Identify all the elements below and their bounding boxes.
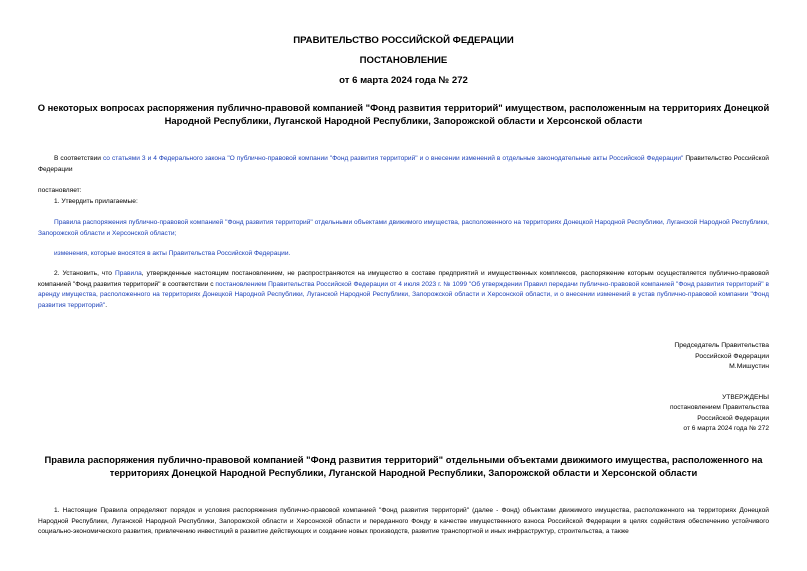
preamble-paragraph — [38, 154, 769, 175]
rules-title: Правила распоряжения публично-правовой компанией "Фонд развития территорий" отдельными объектами движимого имущества, расположенного на территориях Донецкой Народной Республики, Луганской Народной Республики, Запорожской области и Херсонской области — [44, 454, 763, 478]
signature-name: М.Мишустин — [729, 363, 769, 370]
signature-position: Председатель Правительства — [674, 342, 769, 349]
item-2-paragraph — [38, 269, 769, 311]
approval-date-number: от 6 марта 2024 года № 272 — [683, 424, 769, 432]
rules-link[interactable]: Правила — [114, 270, 142, 277]
document-title: О некоторых вопросах распоряжения публично-правовой компанией "Фонд развития территорий" имуществом, расположенным на территориях Донецкой Народной Республики, Луганской Народной Республики, Запорожской области и Херсонской области — [37, 102, 770, 126]
rules-approved-link[interactable]: Правила распоряжения публично-правовой компанией "Фонд развития территорий" отдельными объектами движимого имущества, расположенного на территориях Донецкой Народной Республики, Луганской Народной Республики, Запорожской области и Херсонской области; — [38, 219, 769, 237]
document-date-number: от 6 марта 2024 года № 272 — [339, 75, 468, 86]
item-2-text-start: 2. Установить, что — [54, 270, 115, 277]
preamble-text-end: Правительство Российской Федерации — [38, 155, 769, 173]
rules-item-1-text: 1. Настоящие Правила определяют порядок и условия распоряжения публично-правовой компанией "Фонд развития территорий" (далее - Фонд) объектами движимого имущества, расположенного на территориях Донецкой Народной Республики, Луганской Народной Республики, Запорожской области и Херсонской области и переданного Фонду в качестве имущественного взноса Российской Федерации в целях содействия обеспечению устойчивого социально-экономического развития, привлечению инвестиций в развитие действующих и создание новых производств, развитие транспортной и иных инфраструктур, строительства, а также — [38, 507, 769, 535]
resolves-text: постановляет: — [38, 187, 82, 194]
resolution-1099-link[interactable]: постановлением Правительства Российской Федерации от 4 июля 2023 г. № 1099 "Об утверждении Правил передачи публично-правовой компанией "Фонд развития территорий" в аренду имущества, расположенного на территориях Донецкой Народной Республики, Луганской Народной Республики, Запорожской области и Херсонской области, и о внесении изменений в устав публично-правовой компании "Фонд развития территорий" — [38, 280, 769, 309]
approval-body: Российской Федерации — [697, 414, 769, 422]
signature-body: Российской Федерации — [695, 352, 769, 360]
document-type-heading: ПОСТАНОВЛЕНИЕ — [359, 55, 448, 66]
amendments-approved-link[interactable]: изменения, которые вносятся в акты Правительства Российской Федерации. — [54, 250, 291, 257]
approval-by: постановлением Правительства — [669, 404, 769, 412]
signature-block — [549, 341, 769, 373]
item-2-text-end: . — [105, 301, 108, 309]
preamble-text-start: В соответствии — [54, 155, 103, 162]
item-2-text-middle: , утвержденные настоящим постановлением, не распространяются на имущество в составе предприятий и имущественных комплексов, распоряжение которым осуществляется публично-правовой компанией "Фонд развития территорий" в соответствии с — [38, 270, 769, 288]
approval-label: УТВЕРЖДЕНЫ — [722, 394, 769, 401]
government-heading: ПРАВИТЕЛЬСТВО РОССИЙСКОЙ ФЕДЕРАЦИИ — [293, 35, 514, 46]
federal-law-link[interactable]: со статьями 3 и 4 Федерального закона "О публично-правовой компании "Фонд развития территорий" и о внесении изменений в отдельные законодательные акты Российской Федерации" — [102, 155, 684, 162]
item-1-text: 1. Утвердить прилагаемые: — [54, 198, 138, 205]
approval-stamp — [549, 393, 769, 434]
